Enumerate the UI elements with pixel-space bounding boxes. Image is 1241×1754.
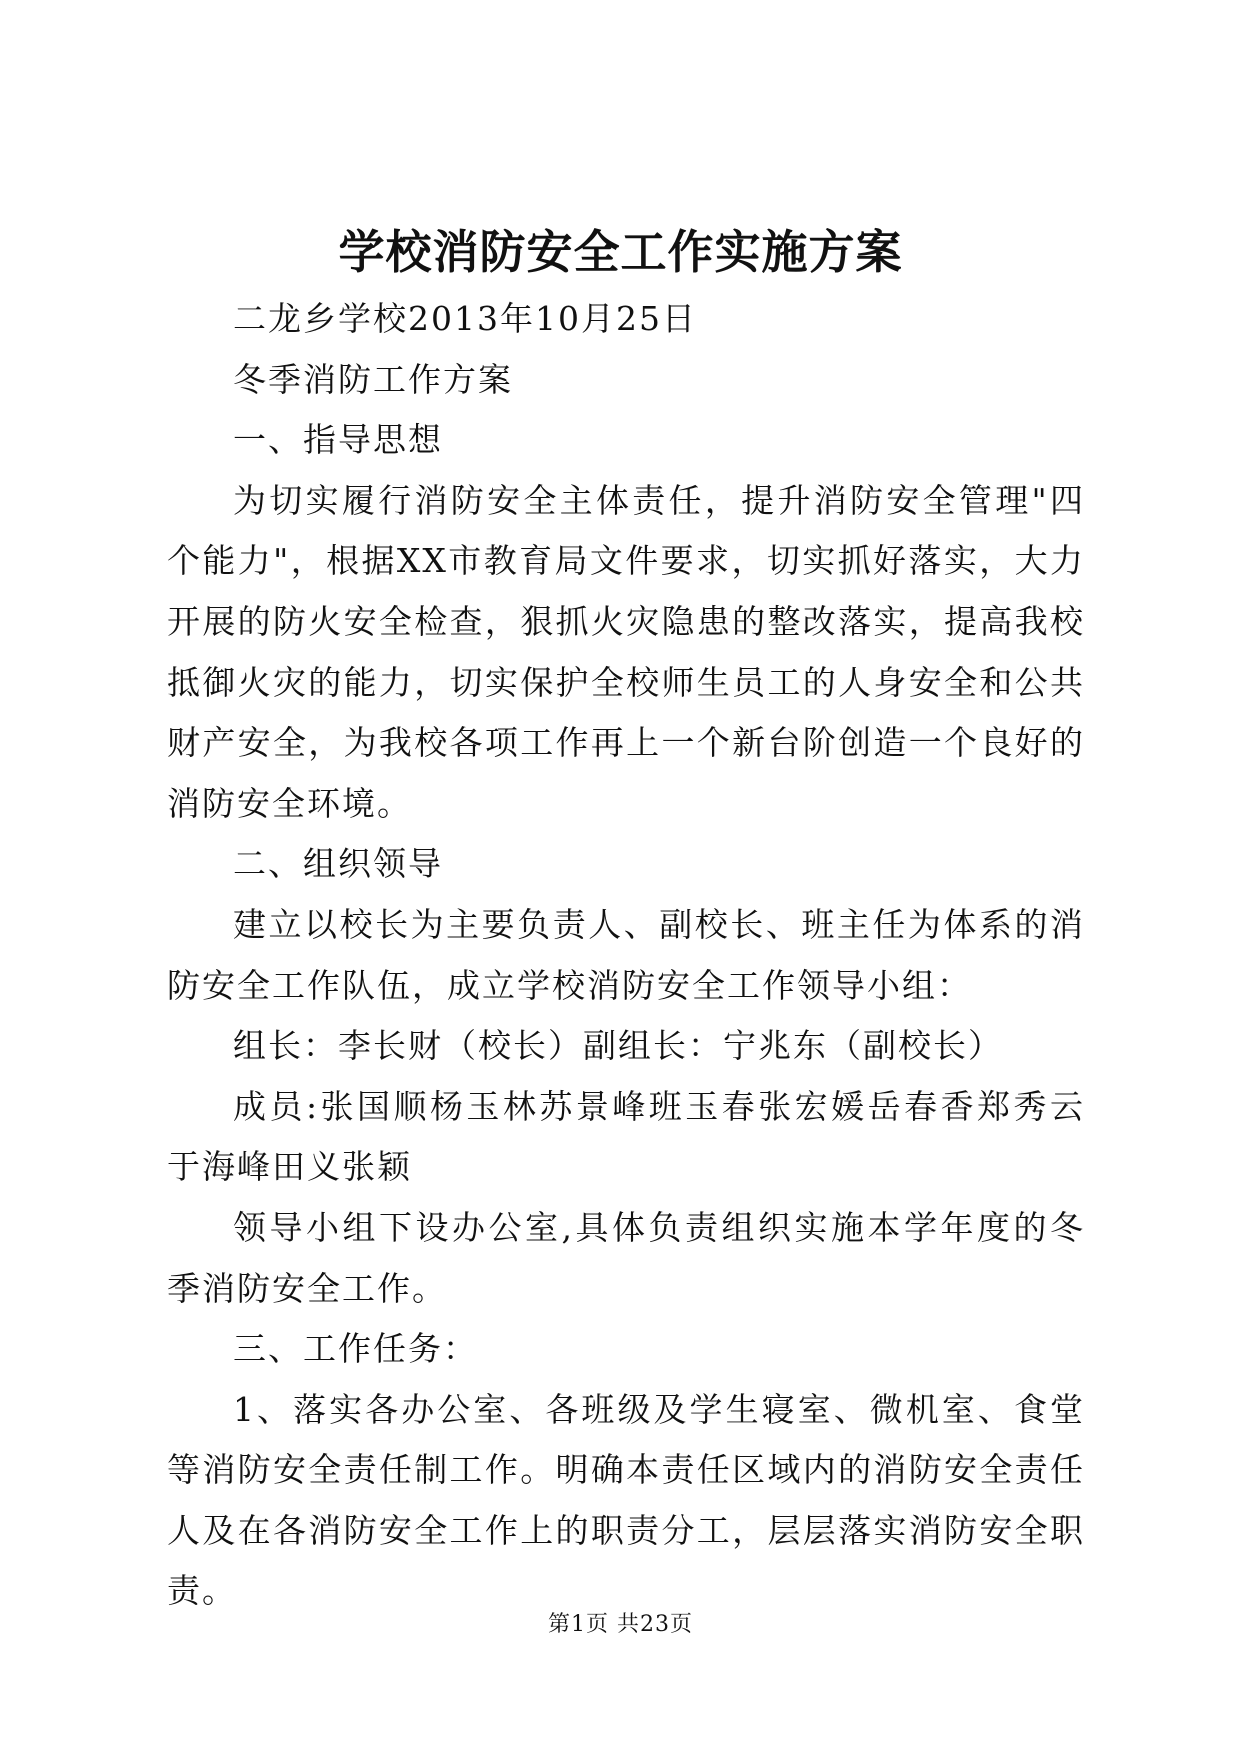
section-heading-guiding-ideology: 一、指导思想 bbox=[233, 420, 443, 460]
paragraph-guiding-ideology: 为切实履行消防安全主体责任，提升消防安全管理"四个能力"，根据XX市教育局文件要求，切实抓好落实，大力开展的防火安全检查，狠抓火灾隐患的整改落实，提高我校抵御火灾的能力，切实保护全校师生员工的人身安全和公共财产安全，为我校各项工作再上一个新台阶创造一个良好的消防安全环境。 bbox=[167, 480, 1085, 823]
paragraph-task-1: 1、落实各办公室、各班级及学生寝室、微机室、食堂等消防安全责任制工作。明确本责任区域内的消防安全责任人及在各消防安全工作上的职责分工，层层落实消防安全职责。 bbox=[167, 1389, 1085, 1611]
paragraph-date-line: 二龙乡学校2013年10月25日 bbox=[233, 299, 697, 338]
paragraph-members: 成员:张国顺杨玉林苏景峰班玉春张宏媛岳春香郑秀云于海峰田义张颖 bbox=[167, 1086, 1085, 1187]
section-heading-tasks: 三、工作任务： bbox=[233, 1329, 478, 1369]
document-body bbox=[167, 289, 1085, 1622]
paragraph-office: 领导小组下设办公室,具体负责组织实施本学年度的冬季消防安全工作。 bbox=[167, 1207, 1085, 1308]
section-heading-organization: 二、组织领导 bbox=[233, 844, 443, 884]
paragraph-organization: 建立以校长为主要负责人、副校长、班主任为体系的消防安全工作队伍，成立学校消防安全工作领导小组： bbox=[167, 904, 1085, 1005]
page-footer: 第1页 共23页 bbox=[548, 1612, 693, 1637]
paragraph-subtitle: 冬季消防工作方案 bbox=[233, 359, 513, 399]
document-title: 学校消防安全工作实施方案 bbox=[338, 225, 903, 279]
paragraph-leaders: 组长：李长财（校长）副组长：宁兆东（副校长） bbox=[233, 1026, 1003, 1066]
